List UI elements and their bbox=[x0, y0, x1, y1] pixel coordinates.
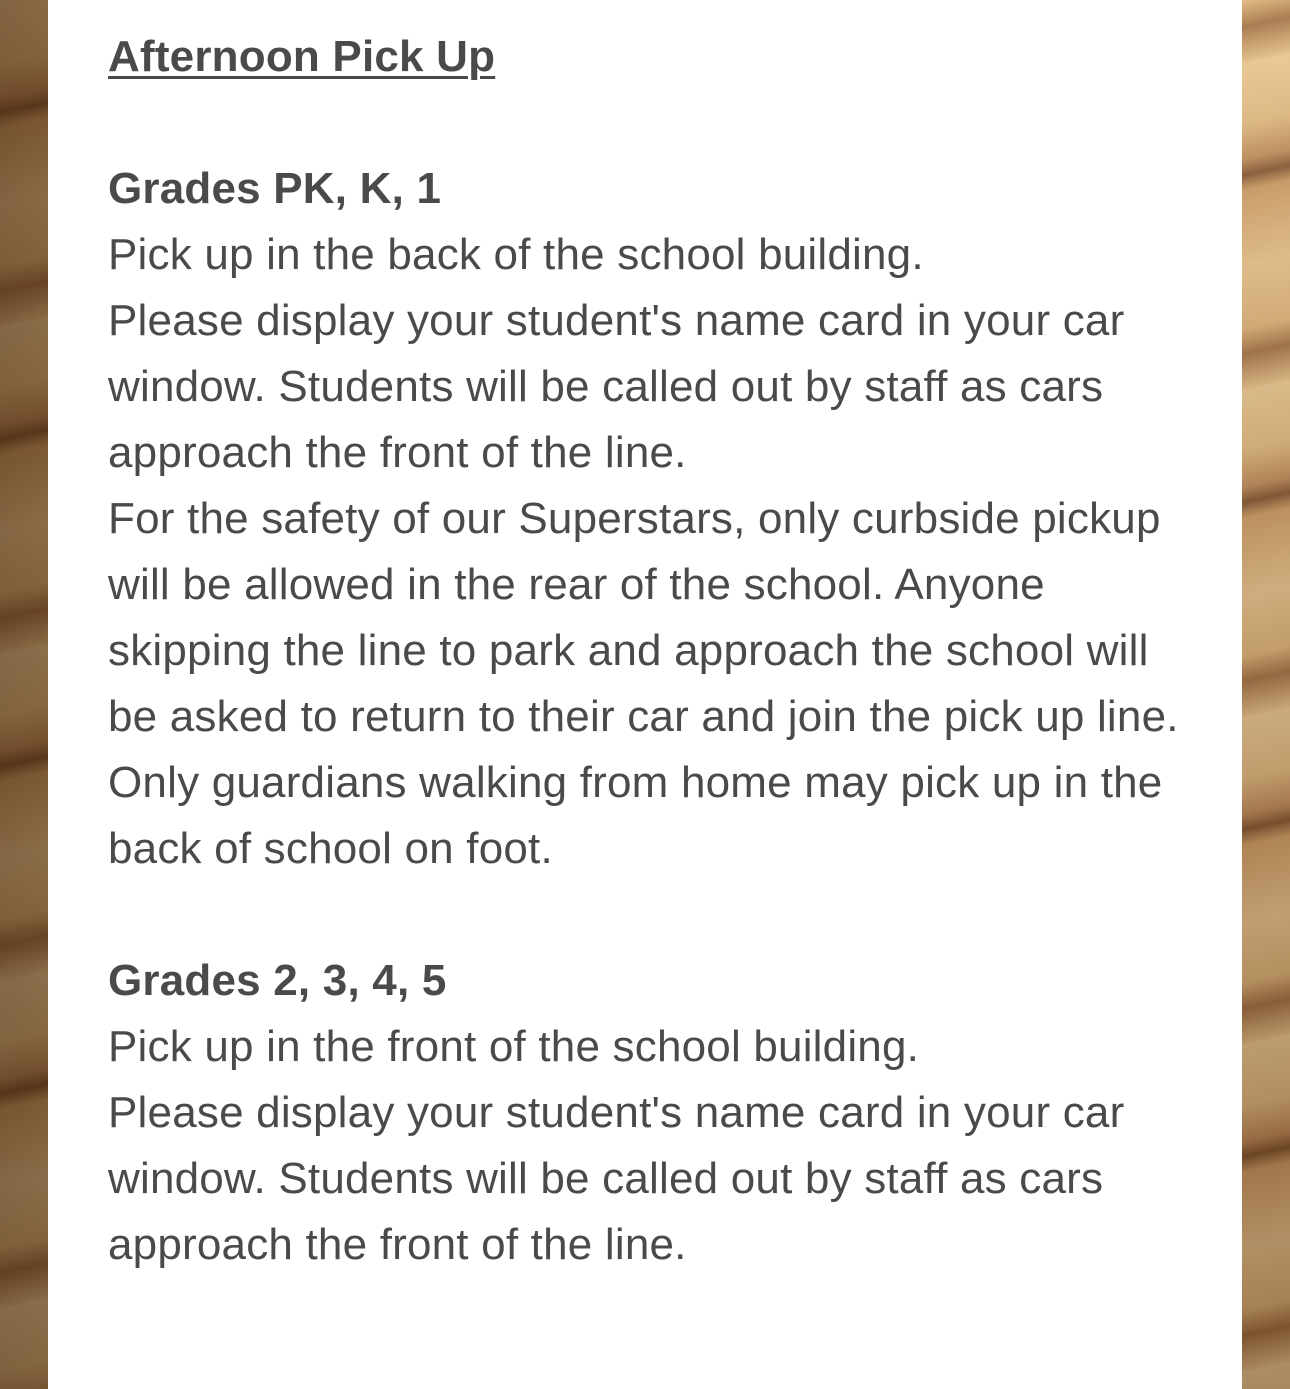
paragraph: Pick up in the back of the school building. bbox=[108, 230, 924, 279]
paragraph: Only guardians walking from home may pick up in the back of school on foot. bbox=[108, 758, 1163, 873]
content-card bbox=[48, 0, 1242, 1389]
background-right-edge bbox=[1242, 0, 1290, 1389]
paragraph: Please display your student's name card in your car window. Students will be called out by staff as cars approach the front of the line. bbox=[108, 296, 1125, 477]
spacer bbox=[108, 882, 1182, 948]
grade-group-2-3-4-5 bbox=[108, 948, 1182, 1278]
section-title: Afternoon Pick Up bbox=[108, 32, 496, 81]
grade-group-pk-k-1 bbox=[108, 156, 1182, 882]
grade-heading: Grades PK, K, 1 bbox=[108, 164, 442, 213]
pickup-info-text bbox=[108, 24, 1182, 1278]
spacer bbox=[108, 90, 1182, 156]
grade-heading: Grades 2, 3, 4, 5 bbox=[108, 956, 447, 1005]
paragraph: For the safety of our Superstars, only curbside pickup will be allowed in the rear of the school. Anyone skipping the line to park and approach the school will be asked to return to their car and join the pick up line. bbox=[108, 494, 1179, 741]
background-left-edge bbox=[0, 0, 48, 1389]
paragraph: Pick up in the front of the school building. bbox=[108, 1022, 920, 1071]
paragraph: Please display your student's name card in your car window. Students will be called out by staff as cars approach the front of the line. bbox=[108, 1088, 1125, 1269]
